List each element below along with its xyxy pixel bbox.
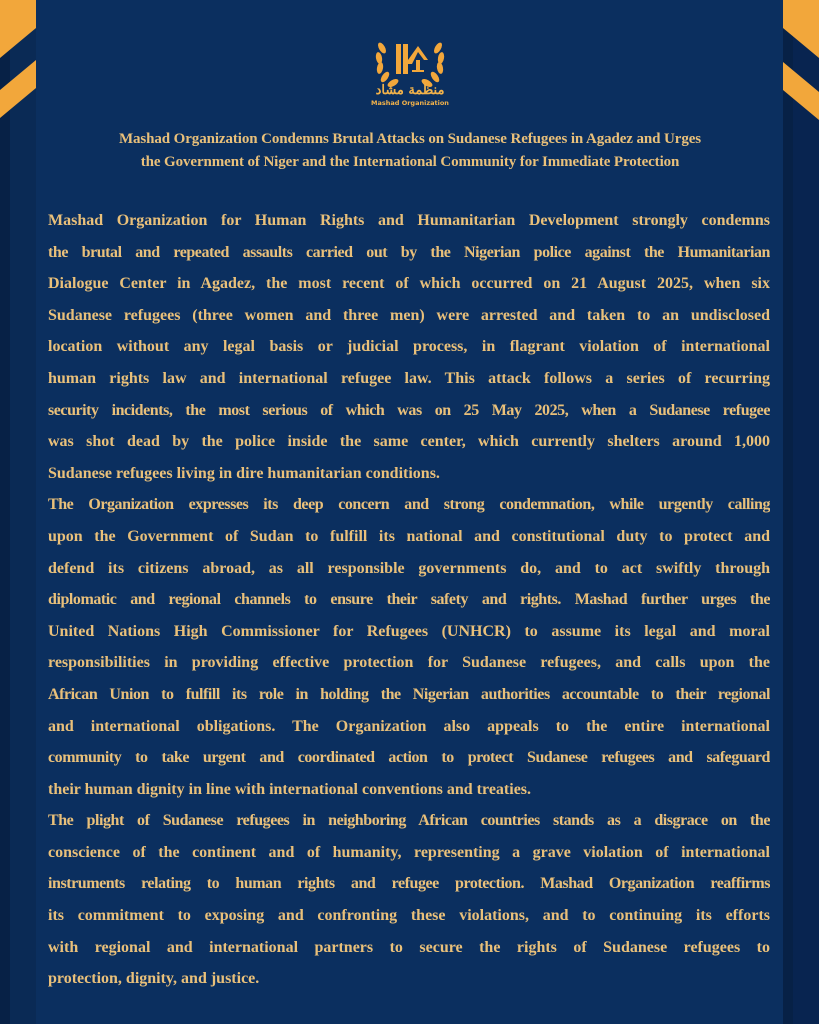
body-line: upon the Government of Sudan to fulfill its national and constitutional duty to protect and <box>48 527 770 545</box>
right-border-inner-strip <box>793 0 819 1024</box>
body-line: conscience of the continent and of humanity, representing a grave violation of international <box>48 843 770 861</box>
body-line: Sudanese refugees living in dire humanitarian conditions. <box>48 464 440 482</box>
statement-body <box>48 205 770 995</box>
left-border-inner-strip <box>10 0 36 1024</box>
body-line: defend its citizens abroad, as all responsible governments do, and to act swiftly through <box>48 559 770 577</box>
body-line: responsibilities in providing effective protection for Sudanese refugees, and calls upon the <box>48 654 770 672</box>
body-line: African Union to fulfill its role in holding the Nigerian authorities accountable to their regional <box>48 685 770 703</box>
logo-english-name: Mashad Organization <box>371 99 449 107</box>
body-line: their human dignity in line with international conventions and treaties. <box>48 780 532 798</box>
body-line: United Nations High Commissioner for Refugees (UNHCR) to assume its legal and moral <box>48 622 770 640</box>
body-line: Sudanese refugees (three women and three men) were arrested and taken to an undisclosed <box>48 306 770 324</box>
body-line: The Organization expresses its deep concern and strong condemnation, while urgently calling <box>48 496 770 514</box>
body-line: location without any legal basis or judicial process, in flagrant violation of international <box>48 338 770 356</box>
body-line: security incidents, the most serious of which was on 25 May 2025, when a Sudanese refugee <box>48 401 770 419</box>
body-line: human rights law and international refugee law. This attack follows a series of recurring <box>48 369 770 387</box>
body-line: protection, dignity, and justice. <box>48 970 260 988</box>
body-line: Mashad Organization for Human Rights and Humanitarian Development strongly condemns <box>48 212 770 229</box>
mashad-emblem-icon <box>372 30 448 110</box>
body-line: the brutal and repeated assaults carried out by the Nigerian police against the Humanitarian <box>48 243 770 261</box>
right-chevron-decoration <box>783 0 819 125</box>
paragraph-3 <box>48 805 770 995</box>
paragraph-2 <box>48 489 770 805</box>
body-line: diplomatic and regional channels to ensure their safety and rights. Mashad further urges the <box>48 591 770 609</box>
logo-arabic-name: منظمة مشاد <box>375 83 445 98</box>
body-line: The plight of Sudanese refugees in neighboring African countries stands as a disgrace on the <box>48 812 770 830</box>
body-line: community to take urgent and coordinated action to protect Sudanese refugees and safeguard <box>48 749 770 767</box>
left-chevron-decoration <box>0 0 36 125</box>
title-line: the Government of Niger and the International Community for Immediate Protection <box>140 154 680 170</box>
page-title <box>48 128 772 174</box>
body-line: with regional and international partners to secure the rights of Sudanese refugees to <box>48 938 770 956</box>
body-line: Dialogue Center in Agadez, the most recent of which occurred on 21 August 2025, when six <box>48 275 770 293</box>
body-line: and international obligations. The Organization also appeals to the entire international <box>48 717 770 735</box>
body-line: was shot dead by the police inside the same center, which currently shelters around 1,000 <box>48 433 770 451</box>
paragraph-1 <box>48 205 770 489</box>
body-line: its commitment to exposing and confronting these violations, and to continuing its efforts <box>48 907 770 925</box>
title-line: Mashad Organization Condemns Brutal Attacks on Sudanese Refugees in Agadez and Urges <box>118 131 702 147</box>
body-line: instruments relating to human rights and refugee protection. Mashad Organization reaffirms <box>48 875 770 893</box>
